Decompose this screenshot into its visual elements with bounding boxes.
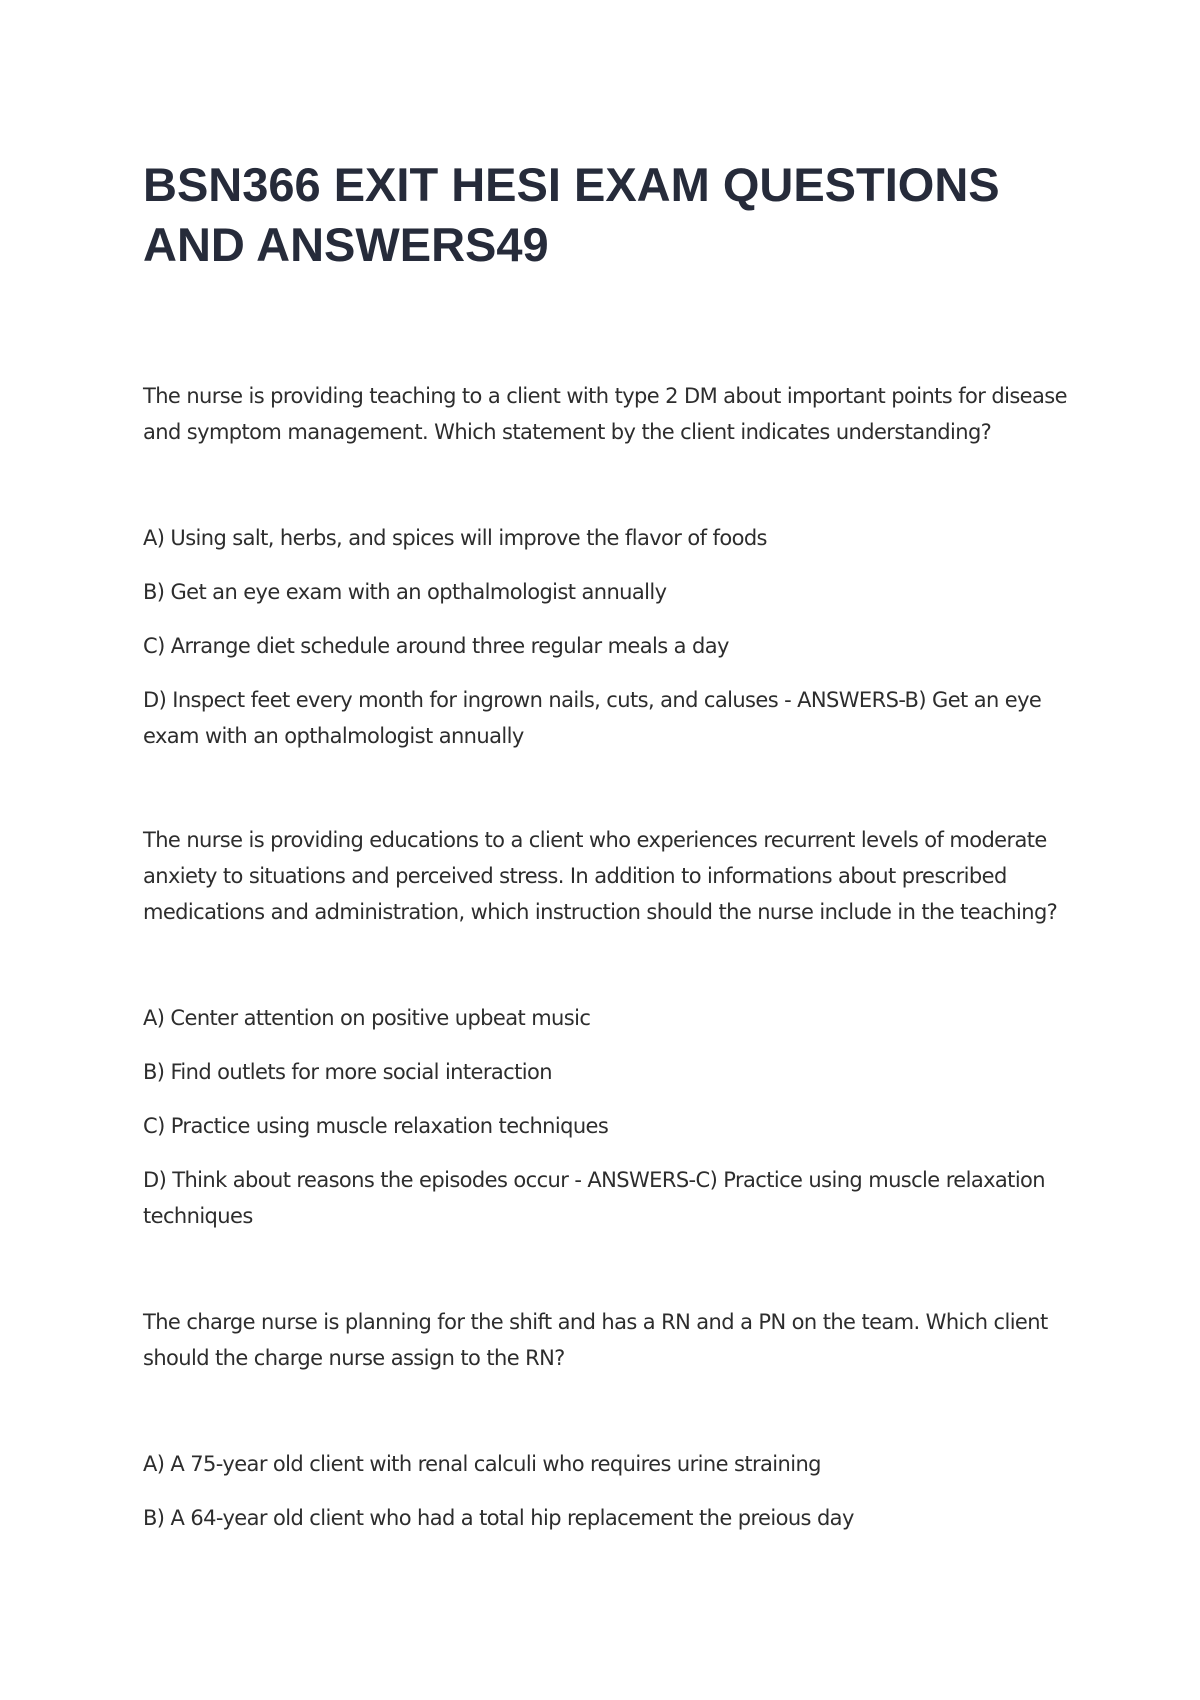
- question-2-option-b: B) Find outlets for more social interaction: [143, 1060, 552, 1084]
- question-1-option-d-answer: D) Inspect feet every month for ingrown nails, cuts, and caluses - ANSWERS-B) Get an eye exam with an opthalmologist annually: [143, 688, 1042, 748]
- question-1-option-b: B) Get an eye exam with an opthalmologist annually: [143, 580, 667, 604]
- question-2-stem: The nurse is providing educations to a client who experiences recurrent levels of moderate anxiety to situations and perceived stress. In addition to informations about prescribed medications and administration, which instruction should the nurse include in the teaching?: [143, 828, 1058, 924]
- question-2-option-a: A) Center attention on positive upbeat music: [143, 1006, 591, 1030]
- question-1-stem: The nurse is providing teaching to a client with type 2 DM about important points for disease and symptom management. Which statement by the client indicates understanding?: [143, 384, 1067, 444]
- question-3-option-a: A) A 75-year old client with renal calculi who requires urine straining: [143, 1452, 821, 1476]
- question-3-option-b: B) A 64-year old client who had a total hip replacement the preious day: [143, 1506, 854, 1530]
- question-1-option-a: A) Using salt, herbs, and spices will improve the flavor of foods: [143, 526, 767, 550]
- document-title: BSN366 EXIT HESI EXAM QUESTIONS AND ANSWERS49: [143, 158, 1000, 271]
- question-3-stem: The charge nurse is planning for the shift and has a RN and a PN on the team. Which client should the charge nurse assign to the RN?: [143, 1310, 1048, 1370]
- question-2-option-c: C) Practice using muscle relaxation techniques: [143, 1114, 609, 1138]
- question-2-option-d-answer: D) Think about reasons the episodes occur - ANSWERS-C) Practice using muscle relaxation techniques: [143, 1168, 1046, 1228]
- question-1-option-c: C) Arrange diet schedule around three regular meals a day: [143, 634, 729, 658]
